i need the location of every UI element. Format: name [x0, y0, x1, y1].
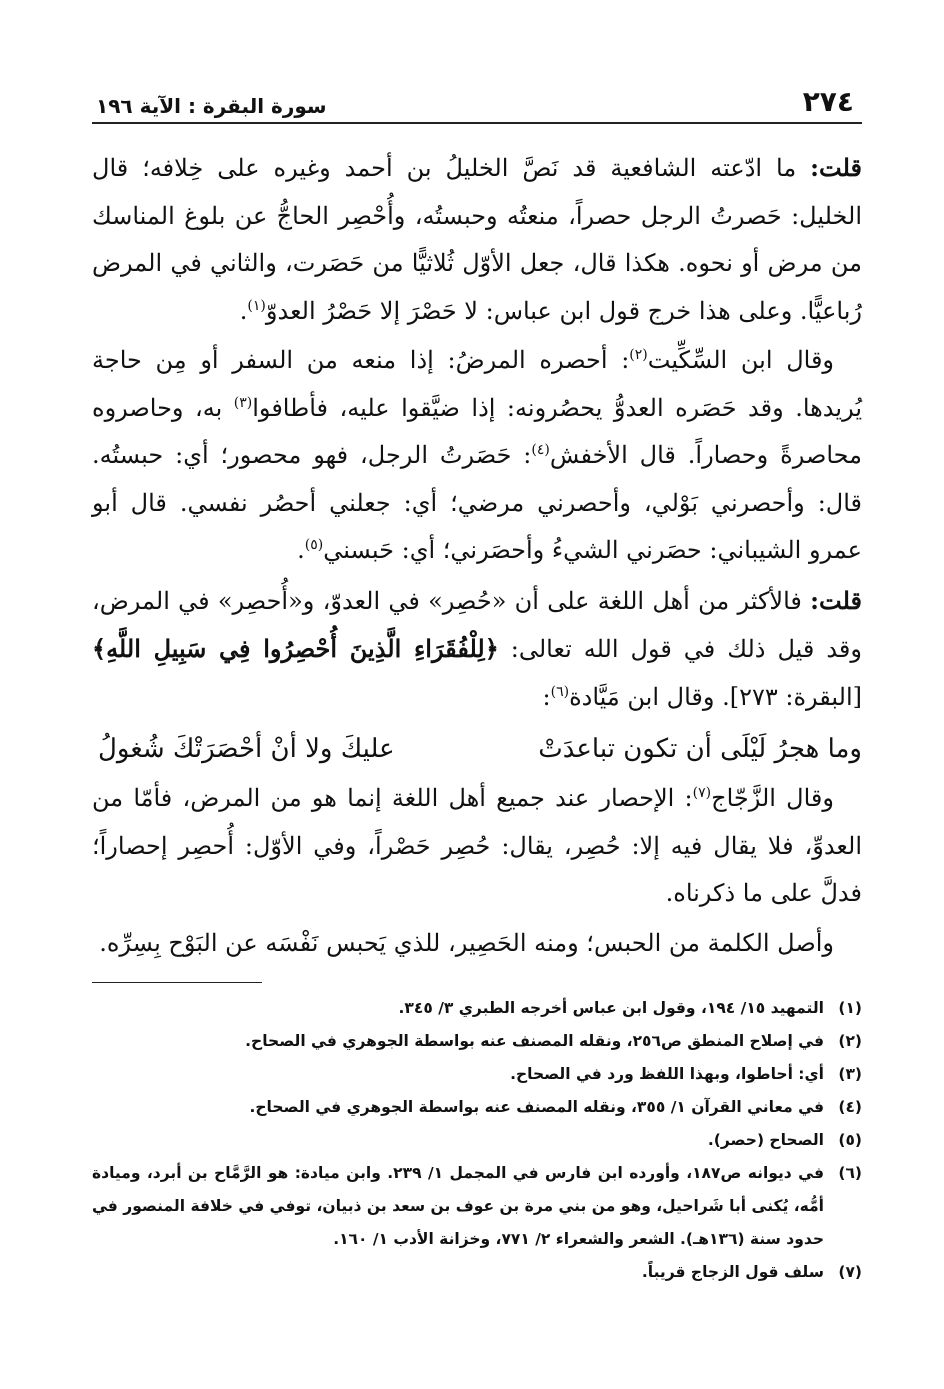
- page: [92, 78, 862, 969]
- footnote: [92, 1157, 862, 1256]
- footnote: [92, 1025, 862, 1058]
- footnote-separator: [92, 982, 262, 983]
- footnote-ref[interactable]: (٤): [531, 442, 550, 458]
- poetry-verse: [92, 723, 862, 775]
- paragraph-text: ما ادّعته الشافعية قد نَصَّ الخليلُ بن أحمد وغيره على خِلافه؛ قال الخليل: حَصرتُ الرجل حصراً، منعتُه وحبستُه، وأُحْصِر الحاجُّ عن بلوغ المناسك من مرض أو نحوه. هكذا قال، جعل الأوّل ثُلاثيًّا من حَصَرت، والثاني في المرض رُباعيًّا. وعلى هذا خرج قول ابن عباس: لا حَصْرَ إلا حَصْرُ العدوّ: [92, 154, 862, 325]
- footnote-text: التمهيد ١٥/ ١٩٤، وقول ابن عباس أخرجه الطبري ٣/ ٣٤٥.: [398, 999, 824, 1017]
- running-title: سورة البقرة : الآية ١٩٦: [96, 94, 327, 118]
- footnote-number: (١): [838, 999, 862, 1017]
- paragraph-4: [92, 775, 862, 918]
- paragraph-text: : أحصره المرضُ: إذا منعه من السفر أو مِن حاجة يُريدها. وقد حَصَره العدوُّ يحصُرونه: إذا ضيَّقوا عليه، فأطافوا: [92, 346, 862, 422]
- paragraph-end: .: [297, 536, 305, 564]
- paragraph-text: [البقرة: ٢٧٣]. وقال ابن مَيَّادة: [569, 682, 862, 711]
- paragraph-text: وأصل الكلمة من الحبس؛ ومنه الحَصِير، للذي يَحبس نَفْسَه عن البَوْح بِسِرِّه.: [99, 928, 834, 957]
- paragraph-text: وقال ابن السِّكِّيت: [647, 346, 835, 374]
- footnote: [92, 1058, 862, 1091]
- footnote: [92, 1256, 862, 1289]
- footnote-ref[interactable]: (٧): [692, 785, 712, 801]
- qultu-keyword: قلت:: [810, 153, 862, 182]
- page-number: ٢٧٤: [802, 85, 854, 118]
- footnote-number: (٤): [838, 1098, 862, 1116]
- paragraph-3: [92, 577, 862, 722]
- paragraph-text: وقال الزَّجّاج: [711, 784, 834, 812]
- verse-second-hemistich: عليكَ ولا أنْ أحْصَرَتْكَ شُغولُ: [98, 734, 395, 764]
- footnote-ref[interactable]: (٦): [550, 683, 570, 700]
- paragraph-text: فالأكثر من أهل اللغة على أن «حُصِر» في العدوّ، و«أُحصِر» في المرض، وقد قيل ذلك في قول الله تعالى:: [92, 586, 862, 663]
- paragraph-end: .: [239, 296, 248, 325]
- footnotes: [92, 992, 862, 1289]
- footnote-ref[interactable]: (٥): [304, 537, 324, 553]
- paragraph-1: [92, 144, 862, 335]
- footnote-text: في إصلاح المنطق ص٢٥٦، ونقله المصنف عنه بواسطة الجوهري في الصحاح.: [245, 1032, 824, 1050]
- footnote-number: (٥): [838, 1131, 862, 1149]
- paragraph-2: [92, 337, 862, 575]
- footnote-ref[interactable]: (٣): [233, 394, 253, 411]
- paragraph-5: [92, 920, 862, 968]
- page-header: [92, 78, 862, 124]
- qultu-keyword: قلت:: [810, 585, 862, 615]
- footnote: [92, 1091, 862, 1124]
- footnote-text: الصحاح (حصر).: [707, 1131, 824, 1149]
- footnote-number: (٣): [838, 1065, 862, 1083]
- paragraph-text: به، وحاصروه محاصرةً وحصاراً. قال الأخفش: [92, 393, 862, 469]
- paragraph-text: : حَصَرتُ الرجل، فهو محصور؛ أي: حبستُه. قال: وأحصرني بَوْلي، وأحصرني مرضي؛ أي: جعلني أحصُر نفسي. قال أبو عمرو الشيباني: حصَرني الشيءُ وأحصَرني؛ أي: حَبسني: [92, 441, 862, 564]
- footnote-number: (٦): [838, 1164, 862, 1182]
- main-text: [92, 144, 862, 967]
- footnote-text: أي: أحاطوا، وبهذا اللفظ ورد في الصحاح.: [510, 1065, 824, 1083]
- paragraph-end: :: [542, 682, 551, 711]
- verse-first-hemistich: وما هجرُ لَيْلَى أن تكون تباعدَتْ: [538, 734, 862, 764]
- footnote-text: في ديوانه ص١٨٧، وأورده ابن فارس في المجمل ١/ ٢٣٩. وابن ميادة: هو الرَّمَّاح بن أبرد، وميادة أمُّه، يُكنى أبا شَراحيل، وهو من بني مرة بن عوف بن سعد بن ذبيان، توفي في خلافة المنصور في حدود سنة (١٣٦هـ). الشعر والشعراء ٢/ ٧٧١، وخزانة الأدب ١/ ١٦٠.: [92, 1164, 824, 1248]
- paragraph-text: : الإحصار عند جميع أهل اللغة إنما هو من المرض، فأمّا من العدوِّ، فلا يقال فيه إلا: حُصِر، يقال: حُصِر حَصْراً، وفي الأوّل: أُحصِر إحصاراً؛ فدلَّ على ما ذكرناه.: [92, 784, 862, 907]
- footnote-number: (٢): [838, 1032, 862, 1050]
- footnote-number: (٧): [838, 1263, 862, 1281]
- footnote: [92, 1124, 862, 1157]
- footnote-ref[interactable]: (٢): [629, 347, 648, 363]
- footnote: [92, 992, 862, 1025]
- footnote-text: سلف قول الزجاج قريباً.: [641, 1263, 824, 1281]
- footnote-ref[interactable]: (١): [247, 297, 266, 314]
- quran-quote: ﴿لِلْفُقَرَاءِ الَّذِينَ أُحْصِرُوا فِي سَبِيلِ اللَّهِ﴾: [92, 634, 499, 663]
- footnote-text: في معاني القرآن ١/ ٣٥٥، ونقله المصنف عنه بواسطة الجوهري في الصحاح.: [249, 1098, 824, 1116]
